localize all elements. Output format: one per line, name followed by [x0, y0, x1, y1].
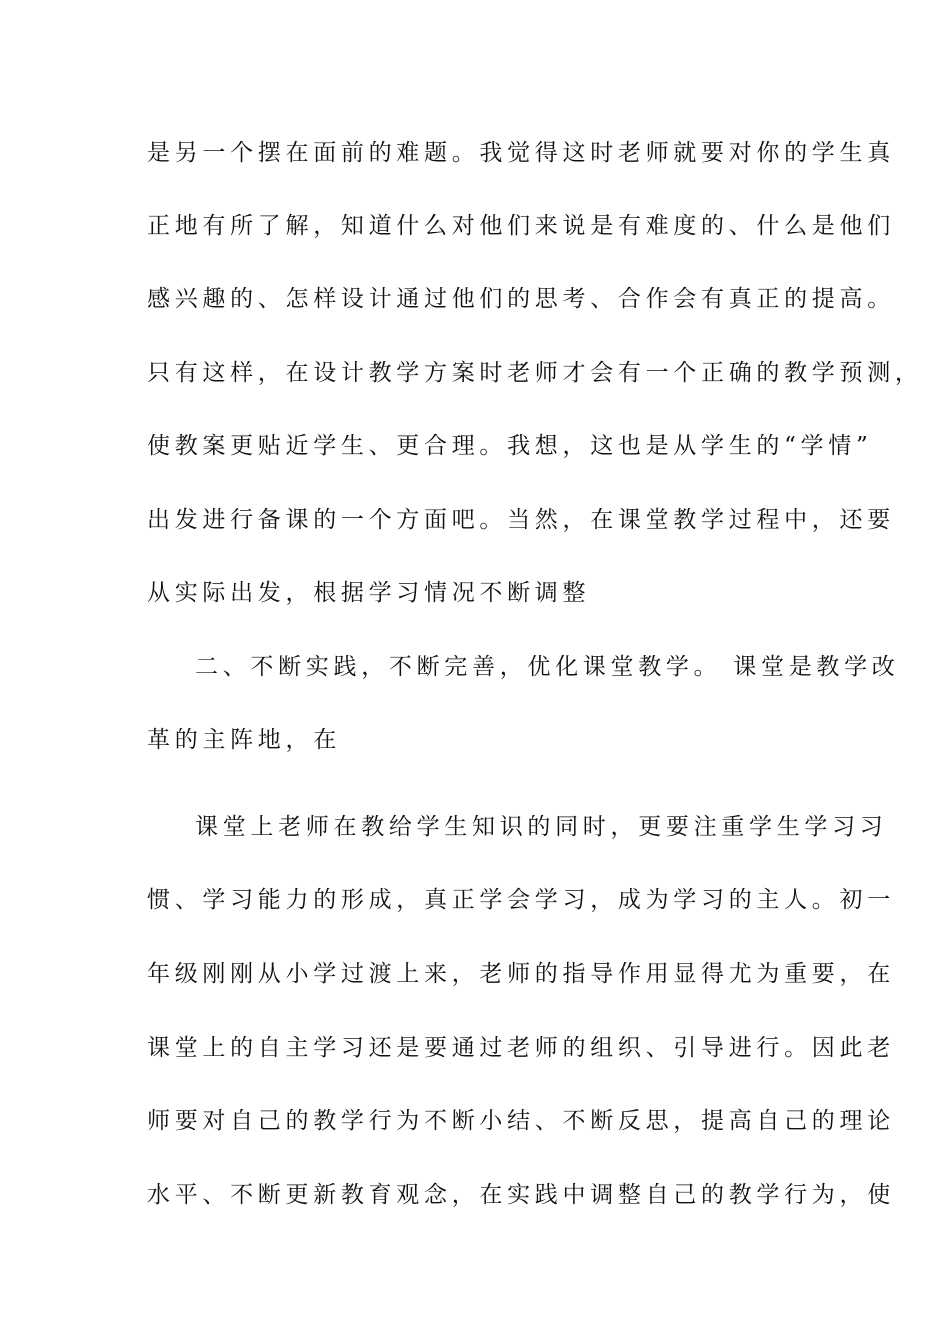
- text-line: 年级刚刚从小学过渡上来，老师的指导作用显得尤为重要，在: [147, 961, 895, 987]
- text-line: 课堂上的自主学习还是要通过老师的组织、引导进行。因此老: [147, 1035, 895, 1061]
- text-line: 革的主阵地，在: [147, 727, 341, 753]
- section-heading-line: 二、不断实践，不断完善，优化课堂教学。 课堂是教学改: [195, 654, 900, 680]
- text-line: 惯、学习能力的形成，真正学会学习，成为学习的主人。初一: [147, 887, 895, 913]
- text-line: 出发进行备课的一个方面吧。当然，在课堂教学过程中，还要: [147, 507, 895, 533]
- text-line: 只有这样，在设计教学方案时老师才会有一个正确的教学预测，: [147, 360, 923, 386]
- text-line: 使教案更贴近学生、更合理。我想，这也是从学生的“学情”: [147, 433, 873, 459]
- text-line: 是另一个摆在面前的难题。我觉得这时老师就要对你的学生真: [147, 140, 895, 166]
- text-line: 感兴趣的、怎样设计通过他们的思考、合作会有真正的提高。: [147, 286, 895, 312]
- text-line: 正地有所了解，知道什么对他们来说是有难度的、什么是他们: [147, 213, 895, 239]
- text-line: 从实际出发，根据学习情况不断调整: [147, 580, 591, 606]
- text-line: 师要对自己的教学行为不断小结、不断反思，提高自己的理论: [147, 1108, 895, 1134]
- text-line: 水平、不断更新教育观念，在实践中调整自己的教学行为，使: [147, 1182, 895, 1208]
- paragraph-start-line: 课堂上老师在教给学生知识的同时，更要注重学生学习习: [195, 814, 888, 840]
